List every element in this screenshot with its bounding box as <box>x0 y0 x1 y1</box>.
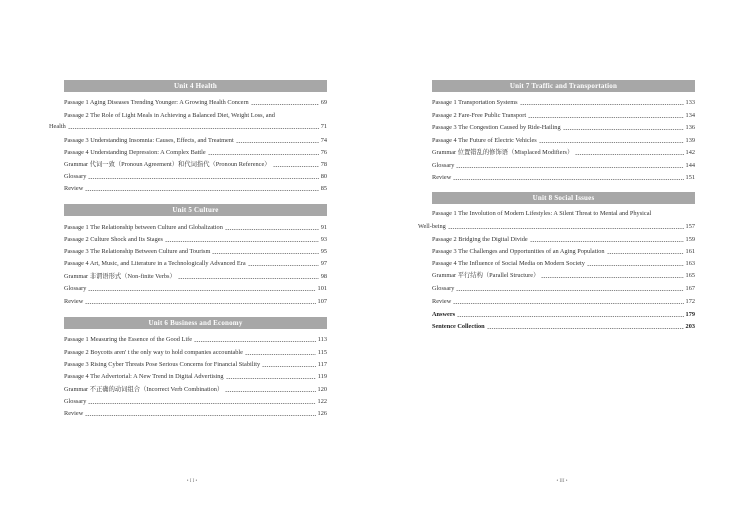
leader-dots <box>225 229 319 230</box>
entry-title: Grammar 不正确的动词组合（Incorrect Verb Combination） <box>64 386 224 393</box>
leader-dots <box>225 391 315 392</box>
entry-title: Passage 1 Transportation Systems <box>432 99 518 106</box>
toc-entry[interactable] <box>432 160 695 170</box>
toc-entry[interactable] <box>432 270 695 280</box>
toc-entry[interactable] <box>64 283 327 293</box>
toc-entry-answers[interactable] <box>432 309 695 319</box>
entry-title: Passage 3 The Congestion Caused by Ride-Hailing <box>432 124 561 131</box>
entry-title: Glossary <box>64 173 87 180</box>
entry-title: Passage 4 Understanding Depression: A Complex Battle <box>64 149 206 156</box>
entry-page: 172 <box>685 298 695 305</box>
toc-entry[interactable] <box>432 296 695 306</box>
toc-entry[interactable] <box>64 234 327 244</box>
entry-page: 159 <box>685 236 695 243</box>
toc-entry[interactable] <box>64 159 327 169</box>
entry-page: 133 <box>685 99 695 106</box>
toc-entry[interactable] <box>64 258 327 268</box>
entry-title: Passage 2 Bridging the Digital Divide <box>432 236 528 243</box>
entry-page: 151 <box>685 174 695 181</box>
toc-entry[interactable] <box>64 359 327 369</box>
entry-page: 74 <box>320 137 327 144</box>
page-folio: • I I • <box>186 479 198 484</box>
leader-dots <box>456 290 683 291</box>
leader-dots <box>273 166 319 167</box>
leader-dots <box>575 154 683 155</box>
toc-entry[interactable] <box>432 234 695 244</box>
entry-title: Review <box>432 298 452 305</box>
entry-page: 136 <box>685 124 695 131</box>
leader-dots <box>457 316 683 317</box>
entry-title: Glossary <box>64 398 87 405</box>
entry-page: 163 <box>685 260 695 267</box>
entry-title: Review <box>64 185 84 192</box>
leader-dots <box>226 378 316 379</box>
unit-8-header: Unit 8 Social Issues <box>432 192 695 204</box>
entry-page: 115 <box>317 349 327 356</box>
entry-page: 134 <box>685 112 695 119</box>
entry-title: Passage 1 The Relationship between Culture and Globalization <box>64 224 223 231</box>
entry-title: Grammar 非谓语形式（Non-finite Verbs） <box>64 273 176 280</box>
leader-dots <box>194 341 316 342</box>
leader-dots <box>251 104 319 105</box>
leader-dots <box>248 265 319 266</box>
entry-title: Passage 2 Boycotts aren' t the only way to hold companies accountable <box>64 349 243 356</box>
leader-dots <box>563 129 684 130</box>
toc-entry[interactable] <box>64 147 327 157</box>
toc-entry[interactable] <box>432 135 695 145</box>
toc-entry[interactable] <box>64 371 327 381</box>
entry-page: 98 <box>320 273 327 280</box>
unit-7-header: Unit 7 Traffic and Transportation <box>432 80 695 92</box>
entry-title: Passage 2 Fare-Free Public Transport <box>432 112 527 119</box>
entry-title: Passage 4 The Influence of Social Media on Modern Society <box>432 260 585 267</box>
entry-title-line2: Well-being <box>418 223 446 230</box>
entry-page: 165 <box>685 272 695 279</box>
toc-entry[interactable] <box>64 347 327 357</box>
toc-entry[interactable] <box>64 296 327 306</box>
leader-dots <box>245 354 316 355</box>
toc-entry[interactable] <box>64 271 327 281</box>
entry-page: 203 <box>685 323 695 330</box>
entry-title: Review <box>64 298 84 305</box>
leader-dots <box>487 328 684 329</box>
entry-page: 167 <box>685 285 695 292</box>
leader-dots <box>212 253 318 254</box>
entry-title: Passage 4 The Future of Electric Vehicles <box>432 137 537 144</box>
entry-page: 85 <box>320 185 327 192</box>
leader-dots <box>541 277 683 278</box>
entry-title: Grammar 平行结构（Parallel Structure） <box>432 272 540 279</box>
toc-entry[interactable] <box>432 97 695 107</box>
entry-title: Grammar 代词一致（Pronoun Agreement）和代词指代（Pronoun Reference） <box>64 161 271 168</box>
leader-dots <box>453 179 683 180</box>
entry-title: Sentence Collection <box>432 323 485 330</box>
entry-page: 120 <box>317 386 327 393</box>
entry-title: Glossary <box>64 285 87 292</box>
entry-page: 101 <box>317 285 327 292</box>
leader-dots <box>607 253 684 254</box>
entry-title: Grammar 位置错乱的修饰语（Misplaced Modifiers） <box>432 149 574 156</box>
leader-dots <box>456 167 683 168</box>
entry-page: 113 <box>317 336 327 343</box>
toc-entry[interactable] <box>432 172 695 182</box>
toc-entry-line1[interactable] <box>432 210 695 218</box>
entry-page: 78 <box>320 161 327 168</box>
entry-title: Glossary <box>432 162 455 169</box>
entry-title: Passage 1 Aging Diseases Trending Younger: A Growing Health Concern <box>64 99 249 106</box>
leader-dots <box>236 142 319 143</box>
entry-page: 179 <box>685 311 695 318</box>
entry-page: 126 <box>317 410 327 417</box>
page-folio: • III • <box>556 479 568 484</box>
toc-entry[interactable] <box>64 246 327 256</box>
toc-entry[interactable] <box>64 222 327 232</box>
leader-dots <box>208 154 319 155</box>
toc-entry[interactable] <box>432 122 695 132</box>
entry-title-line1: Passage 1 The Involution of Modern Lifestyles: A Silent Threat to Mental and Physical <box>432 210 652 217</box>
toc-entry-line1[interactable] <box>64 112 327 120</box>
unit-6-header: Unit 6 Business and Economy <box>64 317 327 329</box>
leader-dots <box>85 415 315 416</box>
entry-page: 97 <box>320 260 327 267</box>
toc-entry[interactable] <box>418 221 695 231</box>
leader-dots <box>88 403 315 404</box>
toc-entry[interactable] <box>49 121 327 131</box>
leader-dots <box>530 241 684 242</box>
toc-entry[interactable] <box>64 171 327 181</box>
leader-dots <box>587 265 684 266</box>
leader-dots <box>262 366 316 367</box>
toc-entry[interactable] <box>64 384 327 394</box>
toc-entry[interactable] <box>432 258 695 268</box>
entry-title: Review <box>432 174 452 181</box>
entry-title: Passage 1 Measuring the Essence of the Good Life <box>64 336 193 343</box>
entry-title: Passage 3 Understanding Insomnia: Causes, Effects, and Treatment <box>64 137 234 144</box>
entry-page: 142 <box>685 149 695 156</box>
entry-page: 91 <box>320 224 327 231</box>
entry-page: 95 <box>320 248 327 255</box>
entry-title: Glossary <box>432 285 455 292</box>
entry-page: 71 <box>320 123 327 130</box>
entry-title-line2: Health <box>49 123 66 130</box>
entry-page: 80 <box>320 173 327 180</box>
entry-page: 139 <box>685 137 695 144</box>
entry-page: 69 <box>320 99 327 106</box>
entry-title: Passage 2 Culture Shock and Its Stages <box>64 236 163 243</box>
leader-dots <box>165 241 319 242</box>
entry-title: Passage 4 Art, Music, and Literature in a Technologically Advanced Era <box>64 260 246 267</box>
entry-page: 144 <box>685 162 695 169</box>
leader-dots <box>178 278 319 279</box>
toc-entry[interactable] <box>64 334 327 344</box>
leader-dots <box>539 142 684 143</box>
entry-page: 157 <box>685 223 695 230</box>
entry-page: 119 <box>317 373 327 380</box>
toc-entry[interactable] <box>432 147 695 157</box>
leader-dots <box>85 303 315 304</box>
toc-entry[interactable] <box>432 283 695 293</box>
toc-entry[interactable] <box>64 408 327 418</box>
toc-entry[interactable] <box>64 396 327 406</box>
entry-title-line1: Passage 2 The Role of Light Meals in Achieving a Balanced Diet, Weight Loss, and <box>64 112 275 119</box>
leader-dots <box>68 128 319 129</box>
toc-entry[interactable] <box>64 183 327 193</box>
toc-entry[interactable] <box>64 97 327 107</box>
entry-title: Review <box>64 410 84 417</box>
toc-entry-sentence-collection[interactable] <box>432 321 695 331</box>
entry-title: Passage 3 The Challenges and Opportunities of an Aging Population <box>432 248 605 255</box>
entry-page: 122 <box>317 398 327 405</box>
leader-dots <box>520 104 684 105</box>
leader-dots <box>528 117 683 118</box>
leader-dots <box>85 190 318 191</box>
entry-title: Passage 4 The Advertorial: A New Trend in Digital Advertising <box>64 373 224 380</box>
leader-dots <box>88 178 318 179</box>
entry-page: 117 <box>317 361 327 368</box>
unit-5-header: Unit 5 Culture <box>64 204 327 216</box>
leader-dots <box>448 228 684 229</box>
toc-entry[interactable] <box>64 135 327 145</box>
leader-dots <box>88 290 315 291</box>
right-page <box>375 0 750 512</box>
entry-page: 76 <box>320 149 327 156</box>
entry-title: Passage 3 Rising Cyber Threats Pose Serious Concerns for Financial Stability <box>64 361 261 368</box>
entry-page: 93 <box>320 236 327 243</box>
leader-dots <box>453 303 683 304</box>
toc-entry[interactable] <box>432 246 695 256</box>
unit-4-header: Unit 4 Health <box>64 80 327 92</box>
toc-entry[interactable] <box>432 110 695 120</box>
entry-title: Answers <box>432 311 456 318</box>
entry-title: Passage 3 The Relationship Between Culture and Tourism <box>64 248 211 255</box>
entry-page: 107 <box>317 298 327 305</box>
entry-page: 161 <box>685 248 695 255</box>
